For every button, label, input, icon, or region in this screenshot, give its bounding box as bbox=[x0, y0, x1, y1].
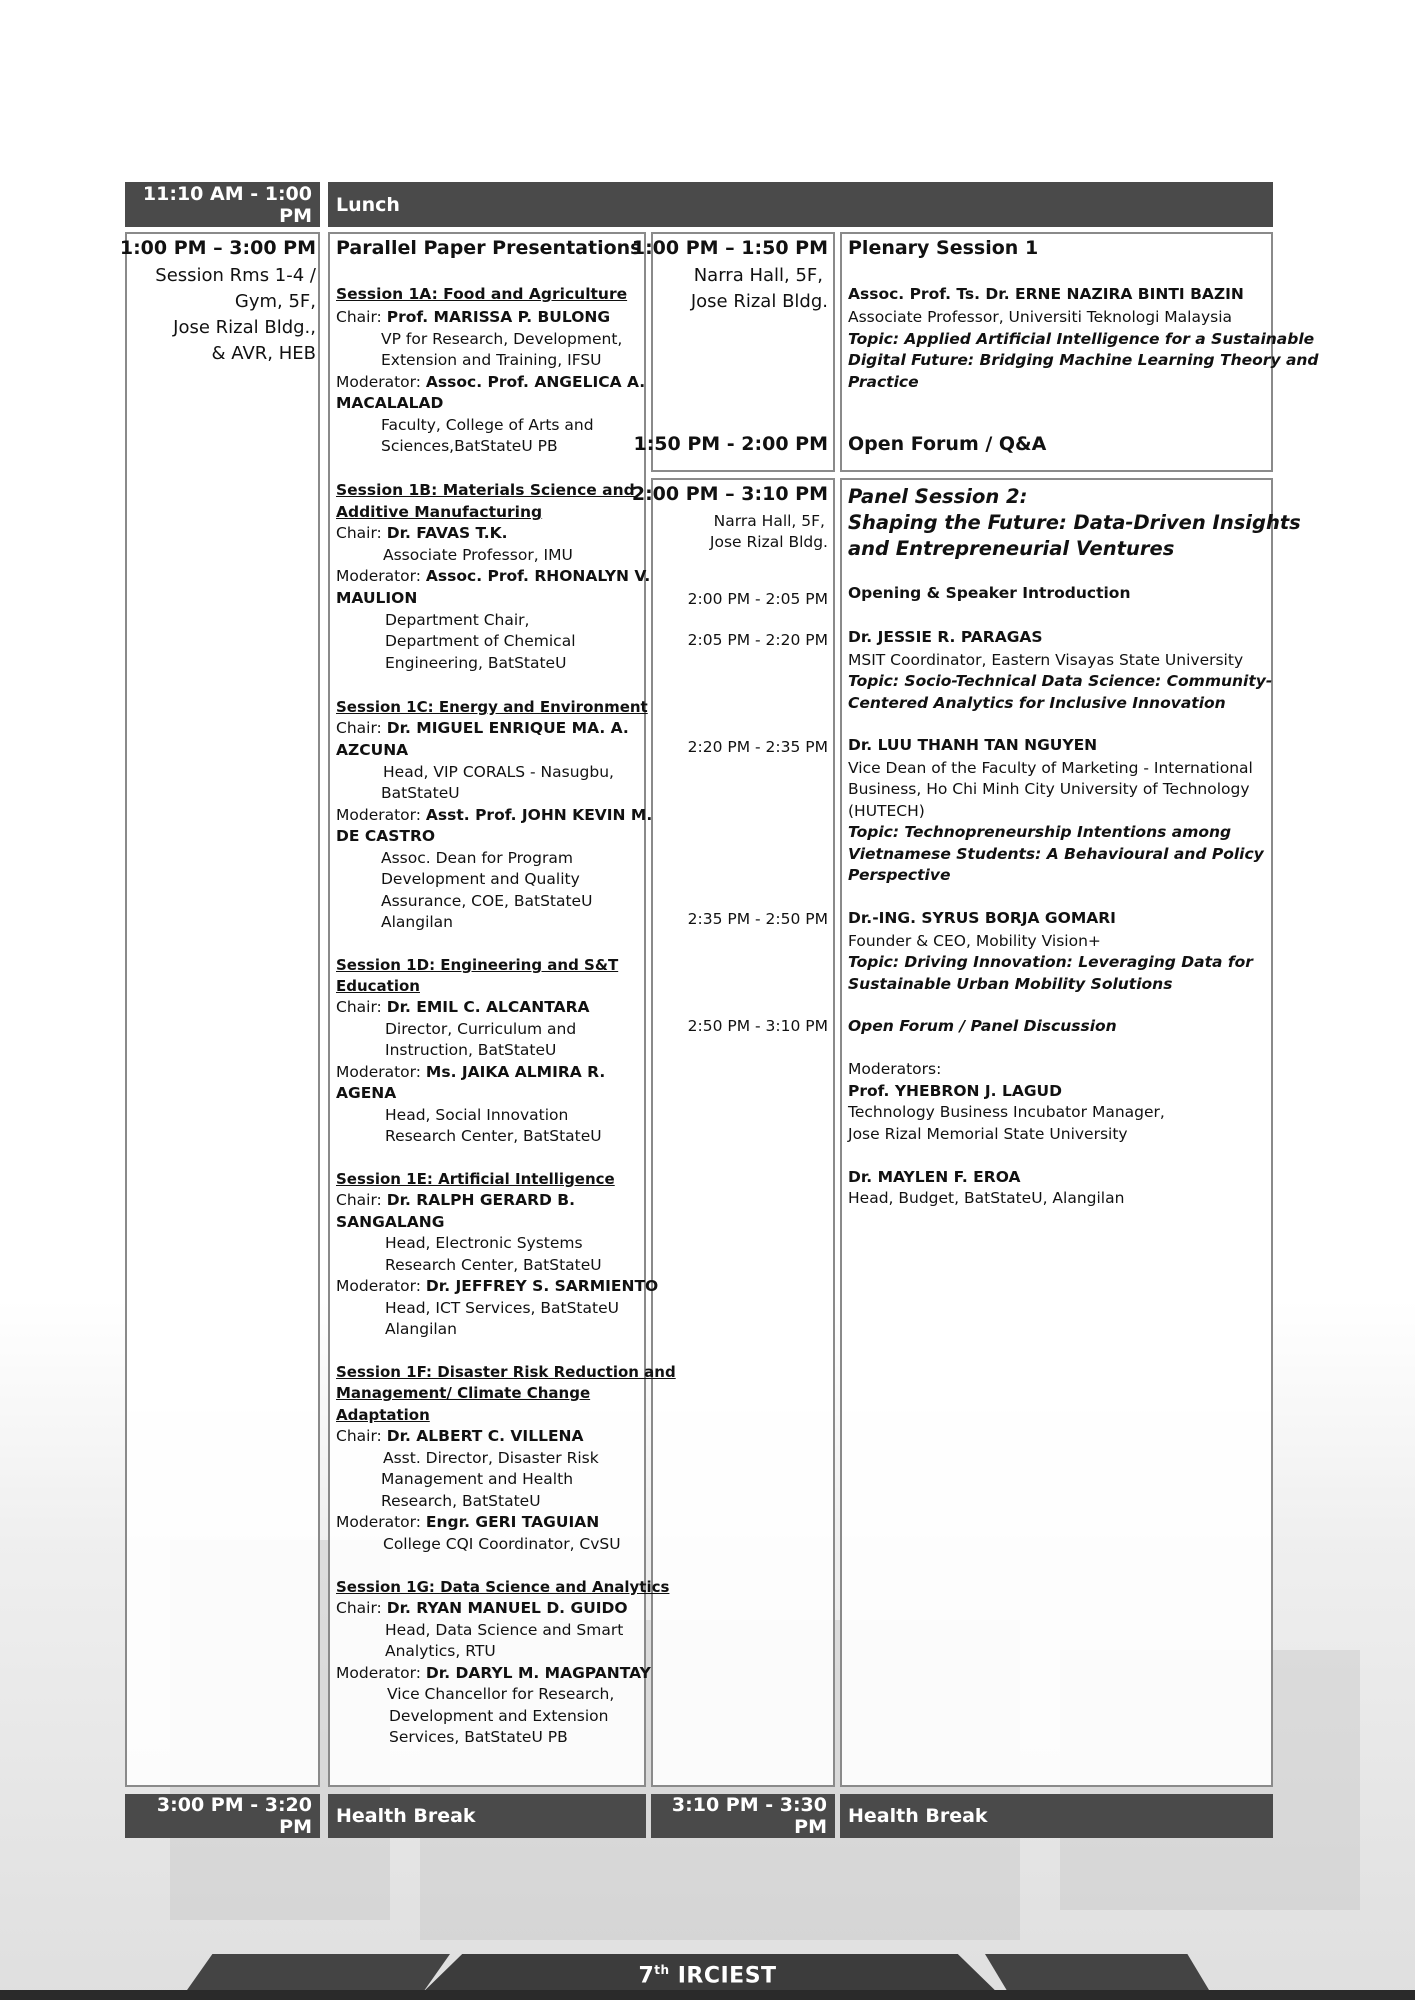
session-1g-chair-role-1: Head, Data Science and Smart bbox=[385, 1621, 624, 1639]
session-1d-title-1: Session 1D: Engineering and S&T bbox=[336, 956, 619, 974]
session-1a-title: Session 1A: Food and Agriculture bbox=[336, 285, 628, 303]
session-1c-mod-role-4: Alangilan bbox=[381, 913, 454, 931]
panel-time-box bbox=[651, 478, 835, 1787]
footer-bar bbox=[0, 1990, 1415, 2000]
plenary-topic-3: Practice bbox=[848, 373, 919, 391]
plenary-speaker: Assoc. Prof. Ts. Dr. ERNE NAZIRA BINTI BAZIN bbox=[848, 285, 1244, 303]
panel-speaker-1: Dr. JESSIE R. PARAGAS bbox=[848, 628, 1043, 646]
panel-open-forum: Open Forum / Panel Discussion bbox=[848, 1017, 1117, 1035]
session-1d-chair-role-2: Instruction, BatStateU bbox=[385, 1041, 557, 1059]
lunch-time-cell: 11:10 AM - 1:00 PM bbox=[125, 182, 320, 227]
session-1f-title-2: Management/ Climate Change bbox=[336, 1384, 591, 1402]
panel-slot-2-time: 2:05 PM - 2:20 PM bbox=[687, 631, 828, 649]
panel-moderators-label: Moderators: bbox=[848, 1060, 942, 1078]
break-1-time-cell: 3:00 PM - 3:20 PM bbox=[125, 1794, 320, 1838]
panel-moderator-1-role-2: Jose Rizal Memorial State University bbox=[848, 1125, 1128, 1143]
session-1c-moderator-cont: DE CASTRO bbox=[336, 827, 436, 845]
plenary-forum-label: Open Forum / Q&A bbox=[848, 433, 1047, 455]
session-1f-mod-role-1: College CQI Coordinator, CvSU bbox=[383, 1535, 621, 1553]
session-1e-title: Session 1E: Artificial Intelligence bbox=[336, 1170, 615, 1188]
session-1b-mod-role-3: Engineering, BatStateU bbox=[385, 654, 567, 672]
parallel-venue-2: Gym, 5F, bbox=[234, 291, 316, 312]
session-1a-chair-role-1: VP for Research, Development, bbox=[381, 330, 623, 348]
panel-moderator-2: Dr. MAYLEN F. EROA bbox=[848, 1168, 1021, 1186]
session-1c-chair-role-2: BatStateU bbox=[381, 784, 460, 802]
session-1g-mod-role-2: Development and Extension bbox=[389, 1707, 609, 1725]
session-1g-mod-role-3: Services, BatStateU PB bbox=[389, 1728, 568, 1746]
panel-speaker-3: Dr.-ING. SYRUS BORJA GOMARI bbox=[848, 909, 1116, 927]
panel-speaker-2-role-2: Business, Ho Chi Minh City University of Technology bbox=[848, 780, 1250, 798]
parallel-time: 1:00 PM – 3:00 PM bbox=[119, 237, 316, 259]
plenary-forum-time: 1:50 PM - 2:00 PM bbox=[633, 433, 828, 455]
plenary-venue-1: Narra Hall, 5F, bbox=[693, 265, 823, 286]
panel-speaker-3-role: Founder & CEO, Mobility Vision+ bbox=[848, 932, 1101, 950]
session-1c-mod-role-3: Assurance, COE, BatStateU bbox=[381, 892, 593, 910]
session-1a-chair-role-2: Extension and Training, IFSU bbox=[381, 351, 602, 369]
session-1f-chair: Chair: Dr. ALBERT C. VILLENA bbox=[336, 1427, 584, 1445]
panel-speaker-1-topic-2: Centered Analytics for Inclusive Innovation bbox=[848, 694, 1226, 712]
plenary-topic-2: Digital Future: Bridging Machine Learning Theory and bbox=[848, 351, 1319, 369]
panel-speaker-2: Dr. LUU THANH TAN NGUYEN bbox=[848, 736, 1098, 754]
session-1g-title: Session 1G: Data Science and Analytics bbox=[336, 1578, 670, 1596]
plenary-speaker-role: Associate Professor, Universiti Teknologi Malaysia bbox=[848, 308, 1233, 326]
session-1b-mod-role-2: Department of Chemical bbox=[385, 632, 576, 650]
session-1e-chair-role-2: Research Center, BatStateU bbox=[385, 1256, 602, 1274]
panel-time: 2:00 PM – 3:10 PM bbox=[631, 483, 828, 505]
session-1g-chair: Chair: Dr. RYAN MANUEL D. GUIDO bbox=[336, 1599, 628, 1617]
session-1f-chair-role-1: Asst. Director, Disaster Risk bbox=[383, 1449, 599, 1467]
lunch-label-cell: Lunch bbox=[328, 182, 1273, 227]
session-1c-mod-role-2: Development and Quality bbox=[381, 870, 580, 888]
session-1b-mod-role-1: Department Chair, bbox=[385, 611, 530, 629]
session-1a-mod-role-1: Faculty, College of Arts and bbox=[381, 416, 594, 434]
session-1c-mod-role-1: Assoc. Dean for Program bbox=[381, 849, 573, 867]
panel-speaker-2-role-1: Vice Dean of the Faculty of Marketing - International bbox=[848, 759, 1253, 777]
break-2-label-cell: Health Break bbox=[840, 1794, 1273, 1838]
session-1f-moderator: Moderator: Engr. GERI TAGUIAN bbox=[336, 1513, 600, 1531]
parallel-venue-4: & AVR, HEB bbox=[211, 343, 316, 364]
session-1f-chair-role-2: Management and Health bbox=[381, 1470, 574, 1488]
session-1f-title-1: Session 1F: Disaster Risk Reduction and bbox=[336, 1363, 676, 1381]
panel-slot-4-time: 2:35 PM - 2:50 PM bbox=[687, 910, 828, 928]
panel-speaker-2-topic-1: Topic: Technopreneurship Intentions among bbox=[848, 823, 1232, 841]
session-1d-title-2: Education bbox=[336, 977, 420, 995]
session-1a-chair: Chair: Prof. MARISSA P. BULONG bbox=[336, 308, 611, 326]
parallel-title: Parallel Paper Presentations bbox=[336, 237, 642, 259]
panel-speaker-1-topic-1: Topic: Socio-Technical Data Science: Community- bbox=[848, 672, 1273, 690]
panel-venue-1: Narra Hall, 5F, bbox=[713, 512, 825, 530]
session-1d-chair-role-1: Director, Curriculum and bbox=[385, 1020, 577, 1038]
session-1c-title: Session 1C: Energy and Environment bbox=[336, 698, 648, 716]
session-1e-moderator: Moderator: Dr. JEFFREY S. SARMIENTO bbox=[336, 1277, 659, 1295]
session-1g-moderator: Moderator: Dr. DARYL M. MAGPANTAY bbox=[336, 1664, 651, 1682]
plenary-topic-1: Topic: Applied Artificial Intelligence for a Sustainable bbox=[848, 330, 1315, 348]
panel-speaker-2-topic-3: Perspective bbox=[848, 866, 951, 884]
panel-speaker-2-topic-2: Vietnamese Students: A Behavioural and Policy bbox=[848, 845, 1264, 863]
session-1d-mod-role-1: Head, Social Innovation bbox=[385, 1106, 569, 1124]
session-1f-chair-role-3: Research, BatStateU bbox=[381, 1492, 541, 1510]
plenary-time: 1:00 PM – 1:50 PM bbox=[631, 237, 828, 259]
session-1c-chair-cont: AZCUNA bbox=[336, 741, 409, 759]
session-1b-title-2: Additive Manufacturing bbox=[336, 503, 543, 521]
session-1c-chair-role-1: Head, VIP CORALS - Nasugbu, bbox=[383, 763, 614, 781]
session-1b-moderator: Moderator: Assoc. Prof. RHONALYN V. bbox=[336, 567, 651, 585]
plenary-title: Plenary Session 1 bbox=[848, 237, 1039, 259]
session-1c-moderator: Moderator: Asst. Prof. JOHN KEVIN M. bbox=[336, 806, 653, 824]
panel-speaker-2-role-3: (HUTECH) bbox=[848, 802, 925, 820]
panel-title-1: Panel Session 2: bbox=[848, 485, 1028, 508]
parallel-time-box bbox=[125, 232, 320, 1787]
session-1b-title-1: Session 1B: Materials Science and bbox=[336, 481, 635, 499]
panel-title-3: and Entrepreneurial Ventures bbox=[848, 537, 1175, 560]
session-1e-chair-role-1: Head, Electronic Systems bbox=[385, 1234, 583, 1252]
panel-title-2: Shaping the Future: Data-Driven Insights bbox=[848, 511, 1301, 534]
panel-moderator-1-role-1: Technology Business Incubator Manager, bbox=[848, 1103, 1165, 1121]
footer-conference-name: 7th IRCIEST bbox=[638, 1963, 777, 1989]
session-1a-moderator: Moderator: Assoc. Prof. ANGELICA A. bbox=[336, 373, 646, 391]
panel-opening: Opening & Speaker Introduction bbox=[848, 584, 1131, 602]
panel-venue-2: Jose Rizal Bldg. bbox=[709, 533, 828, 551]
session-1a-moderator-cont: MACALALAD bbox=[336, 394, 444, 412]
session-1g-mod-role-1: Vice Chancellor for Research, bbox=[387, 1685, 615, 1703]
session-1c-chair: Chair: Dr. MIGUEL ENRIQUE MA. A. bbox=[336, 719, 629, 737]
session-1e-chair: Chair: Dr. RALPH GERARD B. bbox=[336, 1191, 575, 1209]
session-1g-chair-role-2: Analytics, RTU bbox=[385, 1642, 496, 1660]
panel-slot-5-time: 2:50 PM - 3:10 PM bbox=[687, 1017, 828, 1035]
panel-speaker-1-role: MSIT Coordinator, Eastern Visayas State University bbox=[848, 651, 1244, 669]
parallel-venue-1: Session Rms 1-4 / bbox=[155, 265, 316, 286]
plenary-venue-2: Jose Rizal Bldg. bbox=[690, 291, 828, 312]
break-2-time-cell: 3:10 PM - 3:30 PM bbox=[651, 1794, 835, 1838]
session-1d-mod-role-2: Research Center, BatStateU bbox=[385, 1127, 602, 1145]
session-1a-mod-role-2: Sciences,BatStateU PB bbox=[381, 437, 558, 455]
break-1-label-cell: Health Break bbox=[328, 1794, 646, 1838]
session-1e-mod-role-1: Head, ICT Services, BatStateU bbox=[385, 1299, 619, 1317]
session-1d-moderator-cont: AGENA bbox=[336, 1084, 397, 1102]
session-1d-chair: Chair: Dr. EMIL C. ALCANTARA bbox=[336, 998, 590, 1016]
panel-speaker-3-topic-1: Topic: Driving Innovation: Leveraging Data for bbox=[848, 953, 1253, 971]
panel-slot-3-time: 2:20 PM - 2:35 PM bbox=[687, 738, 828, 756]
session-1e-chair-cont: SANGALANG bbox=[336, 1213, 445, 1231]
panel-speaker-3-topic-2: Sustainable Urban Mobility Solutions bbox=[848, 975, 1173, 993]
panel-moderator-1: Prof. YHEBRON J. LAGUD bbox=[848, 1082, 1063, 1100]
session-1b-chair-role-1: Associate Professor, IMU bbox=[383, 546, 573, 564]
session-1b-chair: Chair: Dr. FAVAS T.K. bbox=[336, 524, 508, 542]
session-1e-mod-role-2: Alangilan bbox=[385, 1320, 458, 1338]
panel-moderator-2-role: Head, Budget, BatStateU, Alangilan bbox=[848, 1189, 1125, 1207]
session-1f-title-3: Adaptation bbox=[336, 1406, 430, 1424]
session-1d-moderator: Moderator: Ms. JAIKA ALMIRA R. bbox=[336, 1063, 606, 1081]
panel-slot-1-time: 2:00 PM - 2:05 PM bbox=[687, 590, 828, 608]
session-1b-moderator-cont: MAULION bbox=[336, 589, 418, 607]
parallel-venue-3: Jose Rizal Bldg., bbox=[173, 317, 316, 338]
